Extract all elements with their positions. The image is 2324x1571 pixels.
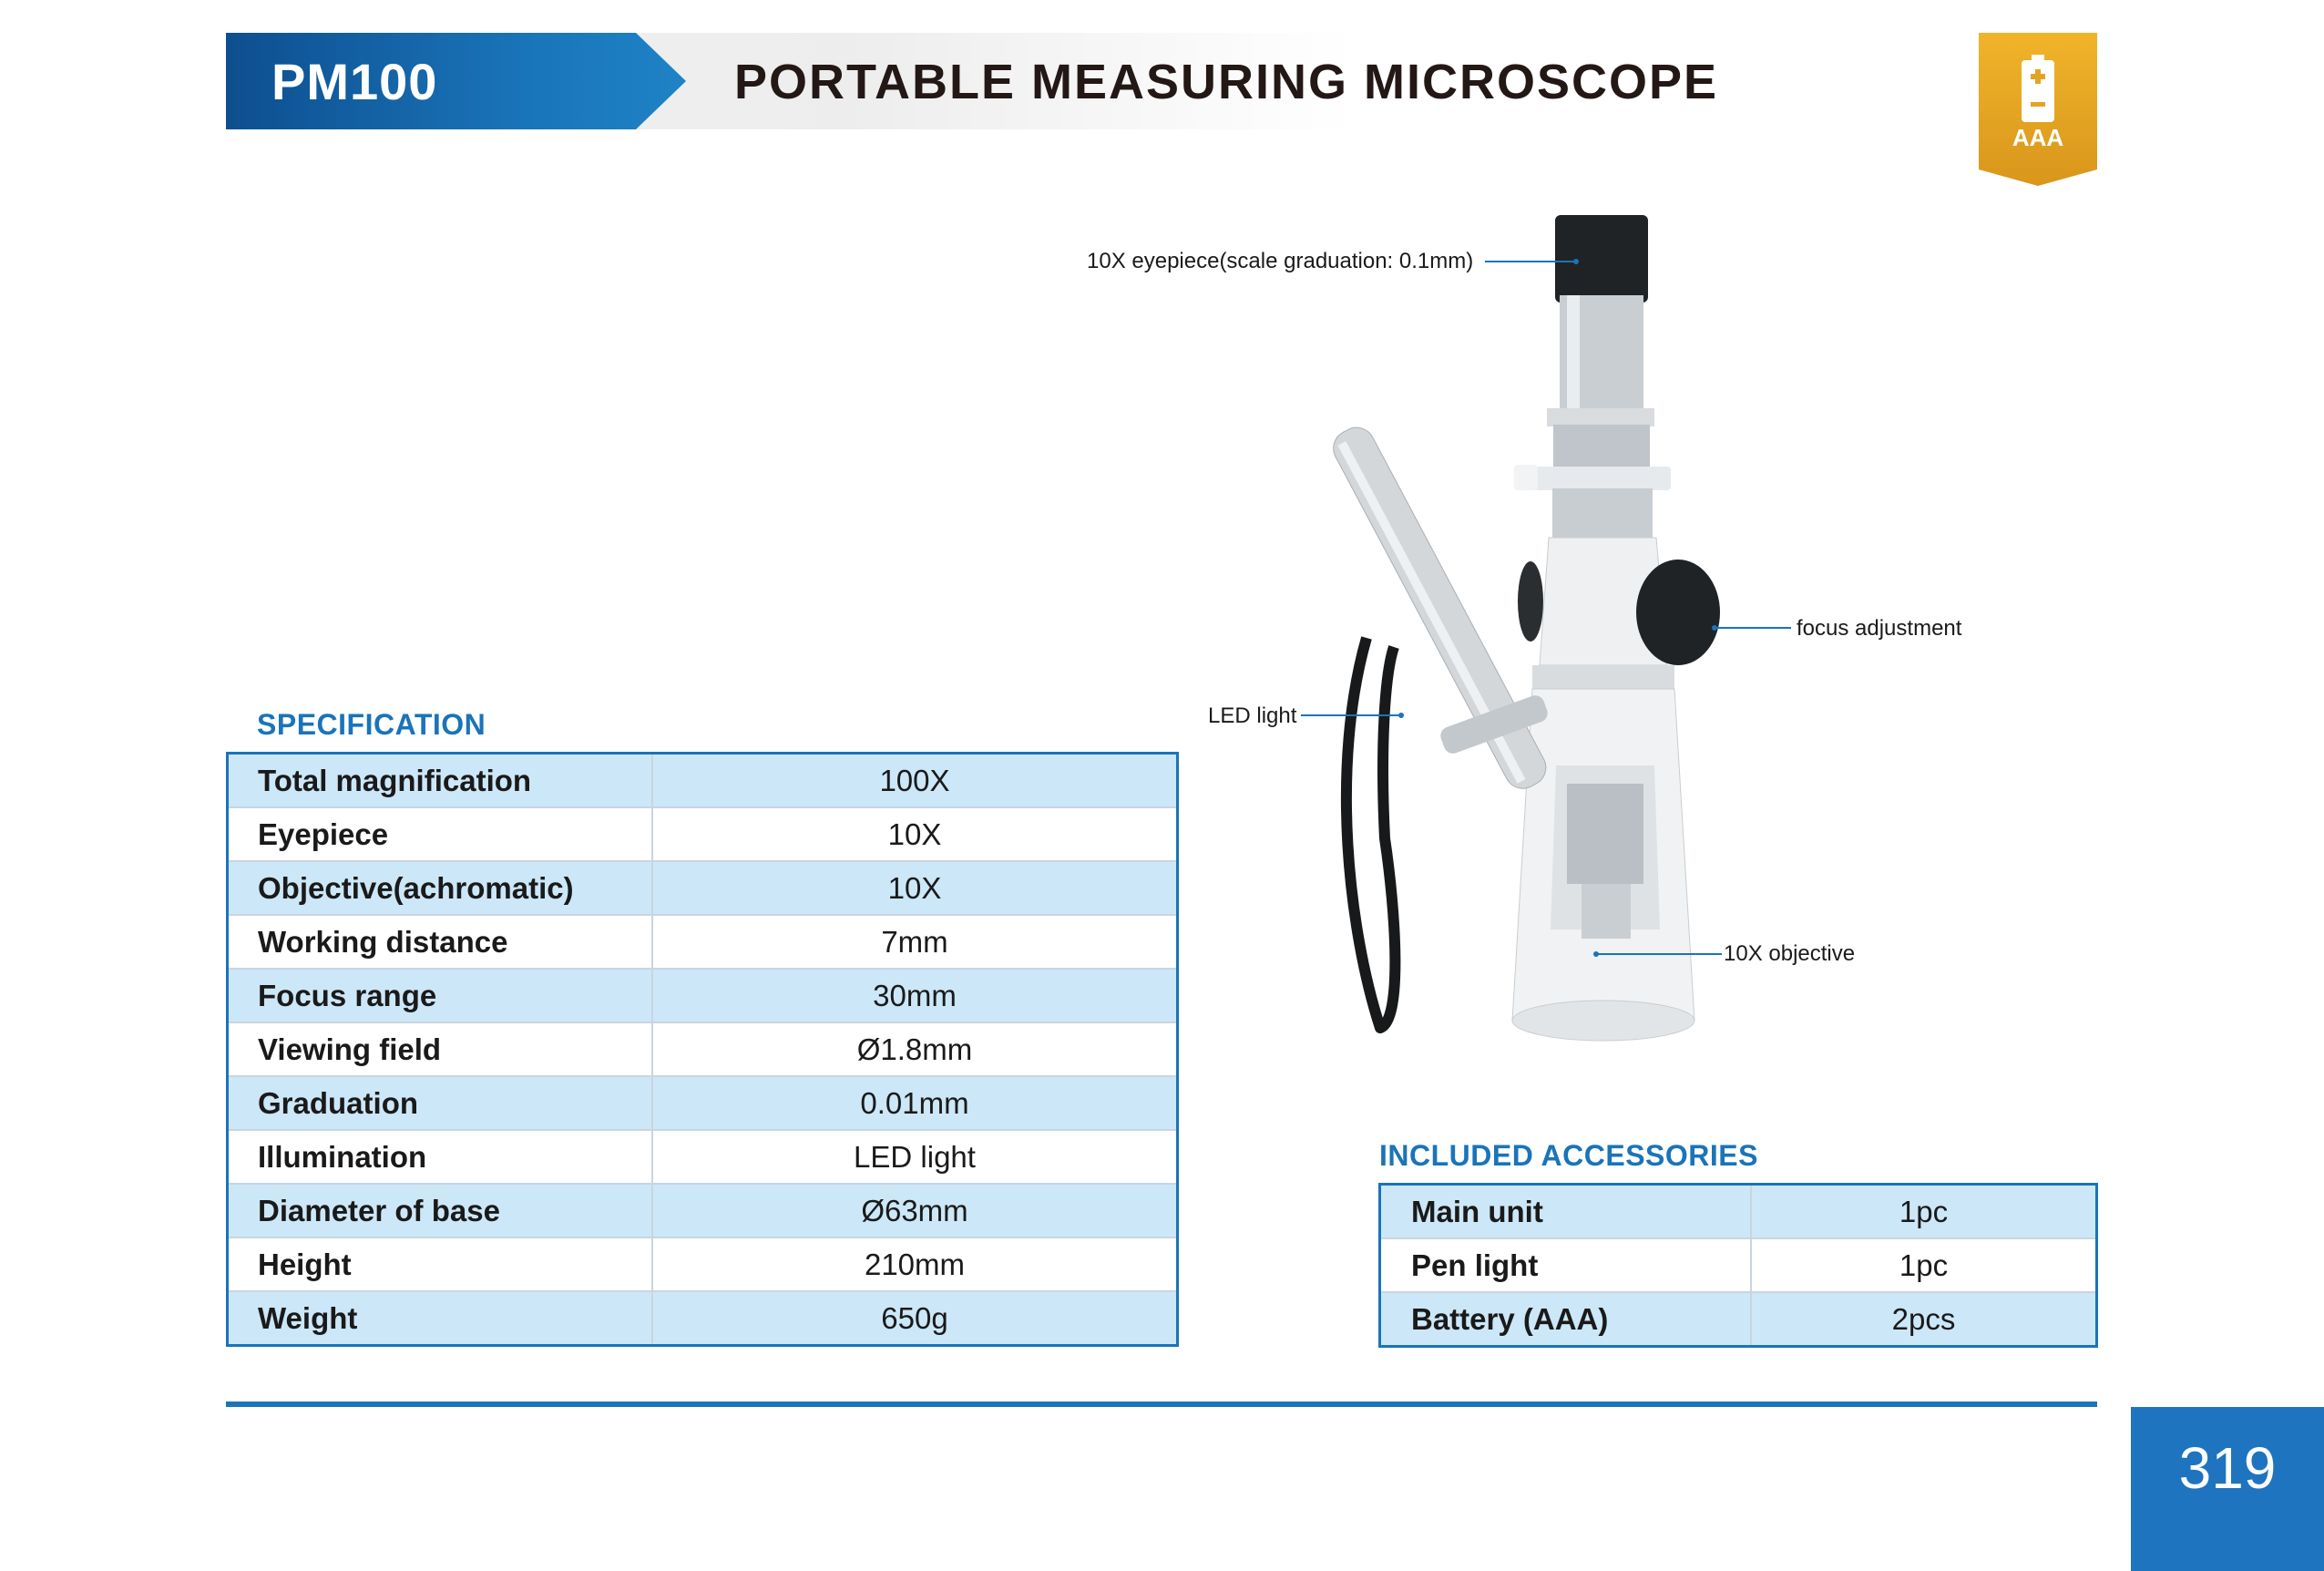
spec-value: 10X [652, 861, 1178, 915]
spec-value: 210mm [652, 1237, 1178, 1291]
accessories-heading: INCLUDED ACCESSORIES [1379, 1139, 1758, 1172]
spec-value: 100X [652, 754, 1178, 808]
table-row [228, 861, 1178, 915]
spec-label: Illumination [228, 1130, 653, 1184]
microscope-illustration [1294, 200, 1767, 1075]
accessories-table [1378, 1183, 2098, 1348]
spec-label: Eyepiece [228, 807, 653, 861]
spec-label: Graduation [228, 1076, 653, 1130]
table-row [228, 1237, 1178, 1291]
callout-objective: 10X objective [1724, 941, 1856, 966]
spec-value: 30mm [652, 969, 1178, 1022]
callout-eyepiece: 10X eyepiece(scale graduation: 0.1mm) [1087, 249, 1474, 273]
table-row [228, 807, 1178, 861]
spec-label: Focus range [228, 969, 653, 1022]
footer-rule [226, 1402, 2097, 1407]
table-row [1380, 1292, 2097, 1347]
spec-label: Total magnification [228, 754, 653, 808]
specification-heading: SPECIFICATION [257, 708, 486, 741]
table-row [228, 1291, 1178, 1346]
table-row [228, 1076, 1178, 1130]
spec-label: Viewing field [228, 1022, 653, 1076]
specification-table [226, 752, 1179, 1347]
accessory-label: Battery (AAA) [1380, 1292, 1752, 1347]
spec-value: Ø63mm [652, 1184, 1178, 1237]
spec-value: Ø1.8mm [652, 1022, 1178, 1076]
product-title: PORTABLE MEASURING MICROSCOPE [734, 55, 1719, 109]
page-number: 319 [2178, 1435, 2277, 1501]
spec-value: LED light [652, 1130, 1178, 1184]
accessory-value: 2pcs [1751, 1292, 2097, 1347]
spec-value: 10X [652, 807, 1178, 861]
spec-label: Working distance [228, 915, 653, 969]
accessory-label: Pen light [1380, 1238, 1752, 1292]
table-row [1380, 1185, 2097, 1239]
table-row [228, 1022, 1178, 1076]
accessory-value: 1pc [1751, 1238, 2097, 1292]
spec-label: Objective(achromatic) [228, 861, 653, 915]
battery-icon [2020, 55, 2056, 124]
spec-value: 0.01mm [652, 1076, 1178, 1130]
spec-label: Height [228, 1237, 653, 1291]
accessory-label: Main unit [1380, 1185, 1752, 1239]
model-code: PM100 [271, 53, 438, 110]
table-row [228, 1130, 1178, 1184]
callout-led-light: LED light [1208, 703, 1297, 728]
callout-focus-adjustment: focus adjustment [1797, 616, 1962, 641]
battery-badge-label: AAA [2012, 124, 2064, 151]
table-row [1380, 1238, 2097, 1292]
accessory-value: 1pc [1751, 1185, 2097, 1239]
table-row [228, 969, 1178, 1022]
spec-label: Weight [228, 1291, 653, 1346]
table-row [228, 754, 1178, 808]
spec-value: 650g [652, 1291, 1178, 1346]
table-row [228, 1184, 1178, 1237]
table-row [228, 915, 1178, 969]
spec-label: Diameter of base [228, 1184, 653, 1237]
spec-value: 7mm [652, 915, 1178, 969]
